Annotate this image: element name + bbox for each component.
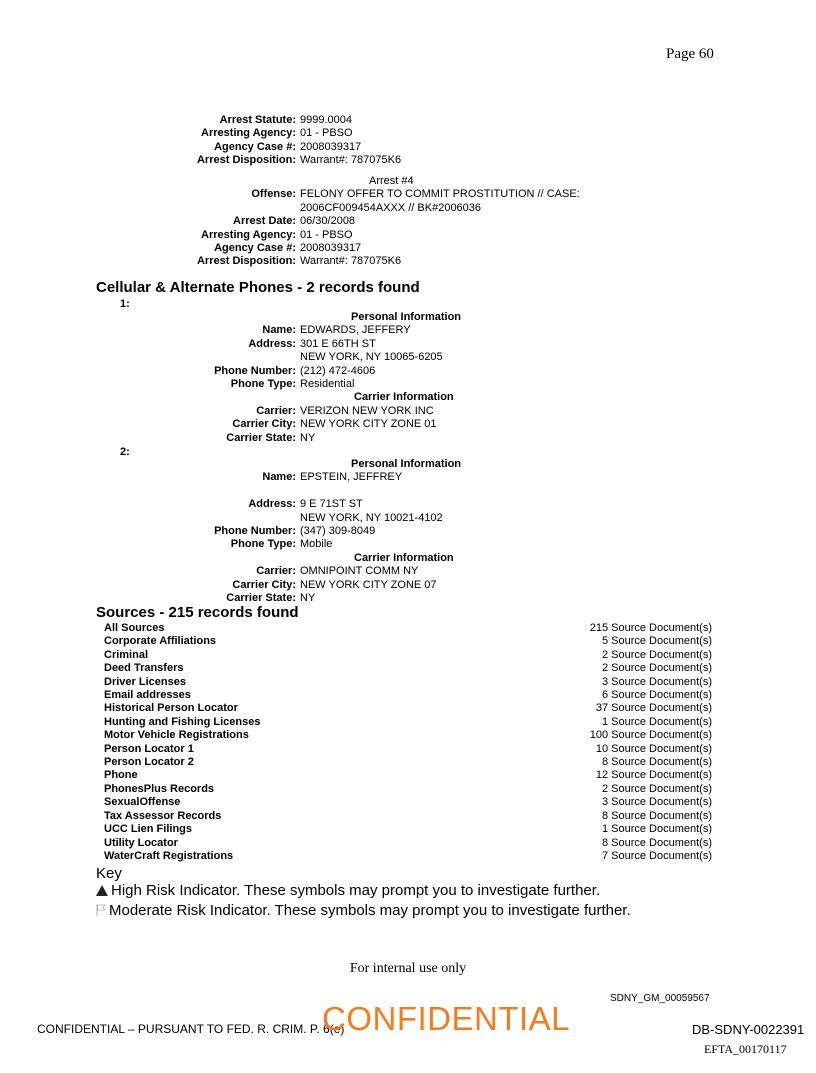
source-row	[104, 769, 712, 782]
high-risk-text: High Risk Indicator. These symbols may prompt you to investigate further.	[111, 882, 601, 899]
field-label: Phone Type:	[230, 538, 296, 551]
sources-section-title: Sources - 215 records found	[96, 604, 299, 621]
address-value: 301 E 66TH ST	[300, 337, 376, 350]
source-row	[104, 850, 712, 863]
section-header-row	[0, 391, 461, 404]
detail-row	[0, 114, 401, 127]
field-label: Address:	[248, 498, 296, 511]
detail-row	[0, 498, 461, 511]
detail-row	[0, 215, 580, 228]
field-label: Arresting Agency:	[201, 228, 296, 241]
source-name: Criminal	[104, 648, 149, 661]
source-count: 8 Source Document(s)	[601, 836, 712, 849]
field-label: Address:	[248, 337, 296, 350]
source-count: 3 Source Document(s)	[601, 675, 712, 688]
detail-row	[0, 432, 461, 445]
detail-row	[0, 141, 401, 154]
detail-row	[0, 378, 461, 391]
source-count: 5 Source Document(s)	[601, 635, 712, 648]
field-value: 01 - PBSO	[300, 127, 353, 140]
page-number: Page 60	[666, 46, 714, 62]
phone-type-value: Residential	[300, 378, 355, 391]
field-value: 01 - PBSO	[300, 228, 353, 241]
source-count: 1 Source Document(s)	[601, 715, 712, 728]
detail-row	[0, 418, 461, 431]
source-name: Corporate Affiliations	[104, 635, 217, 648]
source-name: PhonesPlus Records	[104, 782, 215, 795]
address-value-cont: NEW YORK, NY 10021-4102	[300, 511, 443, 524]
arrest-header-row	[0, 175, 580, 188]
field-label: Arrest Disposition:	[196, 154, 296, 167]
detail-row	[0, 127, 401, 140]
sources-list	[104, 622, 712, 863]
source-count: 100 Source Document(s)	[589, 729, 712, 742]
source-row	[104, 716, 712, 729]
detail-row	[0, 202, 580, 215]
internal-use-notice: For internal use only	[349, 961, 467, 976]
source-row	[104, 729, 712, 742]
source-row	[104, 796, 712, 809]
field-label: Name:	[262, 471, 296, 484]
field-value: Warrant#: 787075K6	[300, 255, 402, 268]
phone-record-2	[0, 458, 461, 605]
field-label: Phone Type:	[230, 378, 296, 391]
phone-record-1	[0, 311, 461, 445]
section-header-row	[0, 552, 461, 565]
source-count: 10 Source Document(s)	[595, 742, 712, 755]
detail-row	[0, 154, 401, 167]
detail-row	[0, 229, 580, 242]
source-name: Deed Transfers	[104, 662, 184, 675]
detail-row	[0, 338, 461, 351]
arrest-details	[0, 114, 401, 168]
moderate-risk-text: Moderate Risk Indicator. These symbols may prompt you to investigate further.	[109, 902, 631, 919]
field-value: 2008039317	[300, 140, 362, 153]
personal-info-header: Personal Information	[351, 458, 462, 470]
source-name: WaterCraft Registrations	[104, 849, 234, 862]
source-count: 2 Source Document(s)	[601, 782, 712, 795]
carrier-city-value: NEW YORK CITY ZONE 07	[300, 578, 437, 591]
phone-value: (347) 309-8049	[300, 525, 376, 538]
source-count: 8 Source Document(s)	[601, 809, 712, 822]
source-name: Historical Person Locator	[104, 702, 238, 715]
detail-row	[0, 538, 461, 551]
offense-value: FELONY OFFER TO COMMIT PROSTITUTION // CASE:	[300, 188, 580, 201]
source-count: 2 Source Document(s)	[601, 648, 712, 661]
source-row	[104, 622, 712, 635]
name-value: EDWARDS, JEFFERY	[300, 324, 411, 337]
detail-row	[0, 242, 580, 255]
carrier-info-header: Carrier Information	[354, 391, 454, 404]
detail-row	[0, 512, 461, 525]
field-label: Arrest Statute:	[219, 114, 296, 126]
key-title: Key	[96, 865, 122, 882]
source-name: Email addresses	[104, 689, 191, 702]
source-count: 7 Source Document(s)	[601, 849, 712, 862]
field-label: Offense:	[251, 188, 296, 201]
source-name: Person Locator 1	[104, 742, 194, 755]
field-label: Carrier State:	[226, 431, 296, 444]
carrier-state-value: NY	[300, 592, 316, 605]
offense-value-cont: 2006CF009454AXXX // BK#2006036	[300, 201, 482, 214]
source-row	[104, 662, 712, 675]
phone-type-value: Mobile	[300, 538, 333, 551]
spacer-row	[0, 485, 461, 498]
confidential-stamp: CONFIDENTIAL	[322, 1000, 571, 1037]
source-name: Tax Assessor Records	[104, 809, 222, 822]
detail-row	[0, 579, 461, 592]
address-value: 9 E 71ST ST	[300, 498, 363, 511]
source-name: Person Locator 2	[104, 756, 194, 769]
source-name: Utility Locator	[104, 836, 178, 849]
high-risk-key	[96, 882, 600, 899]
source-row	[104, 743, 712, 756]
warning-triangle-icon	[96, 885, 108, 896]
source-row	[104, 676, 712, 689]
source-row	[104, 810, 712, 823]
field-label: Arresting Agency:	[201, 127, 296, 140]
name-value: EPSTEIN, JEFFREY	[300, 471, 403, 484]
moderate-risk-key	[96, 902, 631, 919]
carrier-value: VERIZON NEW YORK INC	[300, 404, 434, 417]
detail-row	[0, 255, 580, 268]
flag-icon	[96, 904, 106, 916]
source-row	[104, 649, 712, 662]
source-count: 12 Source Document(s)	[595, 769, 712, 782]
record-number: 1:	[120, 298, 130, 310]
source-count: 37 Source Document(s)	[595, 702, 712, 715]
doc-id: DB-SDNY-0022391	[692, 1022, 805, 1037]
field-label: Agency Case #:	[214, 242, 296, 255]
field-label: Arrest Disposition:	[196, 255, 296, 268]
arrest-4-header: Arrest #4	[369, 175, 414, 187]
detail-row	[0, 365, 461, 378]
record-number: 2:	[120, 446, 130, 458]
confidential-footer: CONFIDENTIAL – PURSUANT TO FED. R. CRIM. P. 6(e)	[37, 1022, 345, 1036]
detail-row	[0, 324, 461, 337]
source-name: Driver Licenses	[104, 675, 186, 688]
field-label: Carrier:	[256, 565, 296, 578]
detail-row	[0, 188, 580, 201]
bates-number: SDNY_GM_00059567	[610, 993, 710, 1004]
detail-row	[0, 351, 461, 364]
source-row	[104, 783, 712, 796]
field-label: Carrier State:	[226, 592, 296, 605]
field-value: 06/30/2008	[300, 215, 356, 228]
detail-row	[0, 405, 461, 418]
detail-row	[0, 565, 461, 578]
source-count: 1 Source Document(s)	[601, 823, 712, 836]
carrier-state-value: NY	[300, 431, 316, 444]
source-row	[104, 702, 712, 715]
source-name: Motor Vehicle Registrations	[104, 729, 249, 742]
source-name: UCC Lien Filings	[104, 823, 192, 836]
arrest-4-details	[0, 175, 580, 269]
carrier-city-value: NEW YORK CITY ZONE 01	[300, 418, 437, 431]
field-value: 9999.0004	[300, 114, 352, 126]
field-value: Warrant#: 787075K6	[300, 154, 402, 167]
efta-id: EFTA_00170117	[704, 1042, 787, 1056]
field-label: Carrier City:	[232, 418, 296, 431]
field-label: Arrest Date:	[233, 215, 296, 228]
detail-row	[0, 525, 461, 538]
field-label: Phone Number:	[214, 525, 296, 538]
section-header-row	[0, 458, 461, 471]
source-name: SexualOffense	[104, 796, 181, 809]
field-label: Phone Number:	[214, 364, 296, 377]
source-row	[104, 823, 712, 836]
source-row	[104, 635, 712, 648]
personal-info-header: Personal Information	[351, 311, 462, 323]
source-count: 8 Source Document(s)	[601, 756, 712, 769]
field-value: 2008039317	[300, 242, 362, 255]
carrier-info-header: Carrier Information	[354, 551, 454, 564]
phones-section-title: Cellular & Alternate Phones - 2 records found	[96, 279, 420, 296]
source-row	[104, 837, 712, 850]
source-count: 2 Source Document(s)	[601, 662, 712, 675]
field-label: Carrier City:	[232, 578, 296, 591]
detail-row	[0, 471, 461, 484]
source-count: 6 Source Document(s)	[601, 689, 712, 702]
carrier-value: OMNIPOINT COMM NY	[300, 565, 419, 578]
source-row	[104, 756, 712, 769]
field-label: Name:	[262, 324, 296, 337]
source-name: Hunting and Fishing Licenses	[104, 715, 261, 728]
address-value-cont: NEW YORK, NY 10065-6205	[300, 351, 443, 364]
section-header-row	[0, 311, 461, 324]
field-label: Carrier:	[256, 404, 296, 417]
source-count: 215 Source Document(s)	[589, 622, 712, 634]
source-count: 3 Source Document(s)	[601, 796, 712, 809]
source-name: Phone	[104, 769, 138, 782]
field-label: Agency Case #:	[214, 140, 296, 153]
phone-value: (212) 472-4606	[300, 364, 376, 377]
source-row	[104, 689, 712, 702]
source-name: All Sources	[104, 622, 165, 634]
